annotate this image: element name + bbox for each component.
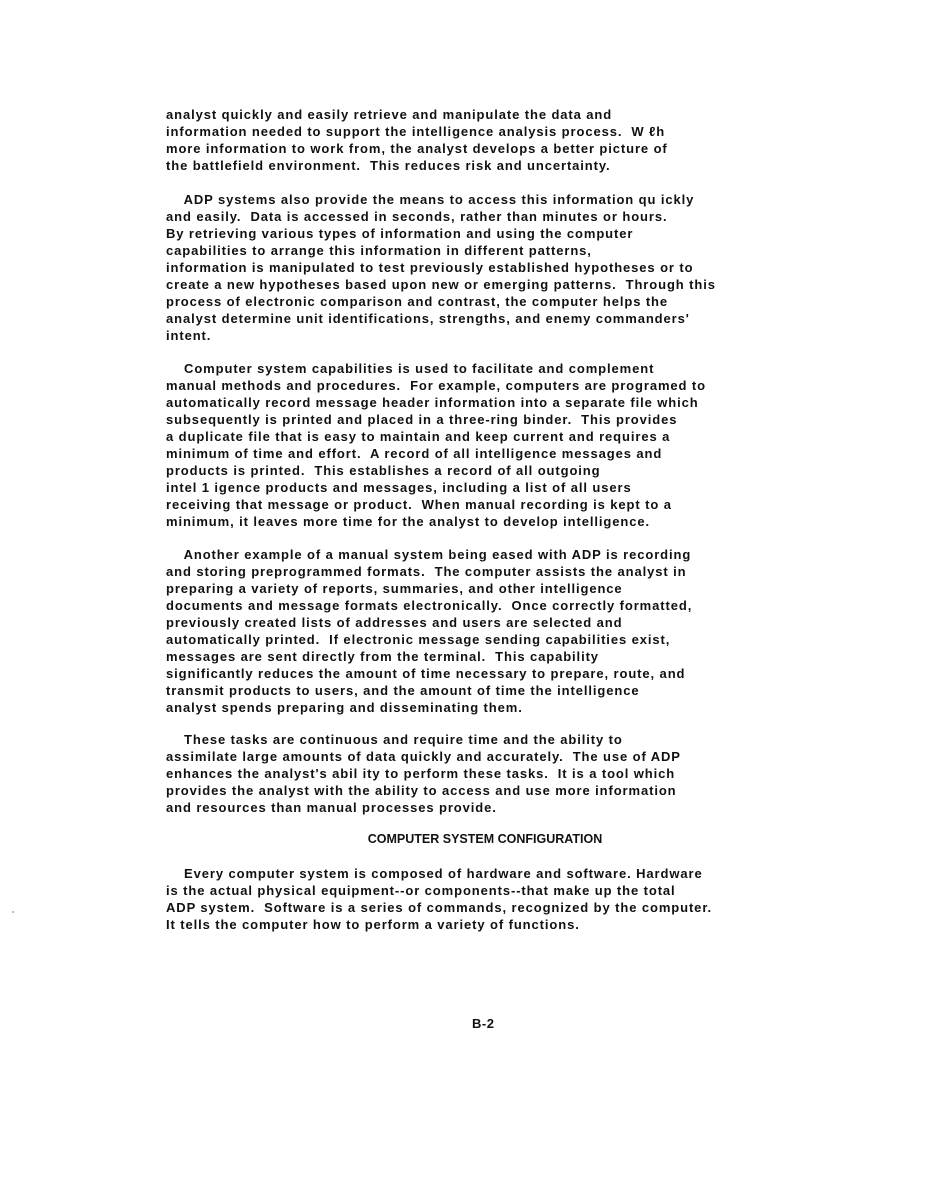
text-line: Another example of a manual system being eased with ADP is recording bbox=[166, 547, 692, 562]
text-line: create a new hypotheses based upon new or emerging patterns. Through this bbox=[166, 277, 716, 292]
text-line: manual methods and procedures. For example, computers are programed to bbox=[166, 378, 706, 393]
text-line: ADP systems also provide the means to access this information qu ickly bbox=[166, 192, 695, 207]
text-line: receiving that message or product. When manual recording is kept to a bbox=[166, 497, 672, 512]
text-line: assimilate large amounts of data quickly and accurately. The use of ADP bbox=[166, 749, 681, 764]
text-line: transmit products to users, and the amount of time the intelligence bbox=[166, 683, 640, 698]
paragraph-6 bbox=[166, 865, 806, 933]
text-line: provides the analyst with the ability to access and use more information bbox=[166, 783, 677, 798]
text-line: automatically printed. If electronic message sending capabilities exist, bbox=[166, 632, 671, 647]
text-line: messages are sent directly from the terminal. This capability bbox=[166, 649, 599, 664]
text-line: intent. bbox=[166, 328, 212, 343]
text-line: Every computer system is composed of hardware and software. Hardware bbox=[166, 866, 703, 881]
text-line: information is manipulated to test previously established hypotheses or to bbox=[166, 260, 694, 275]
text-line: ADP system. Software is a series of commands, recognized by the computer. bbox=[166, 900, 713, 915]
text-line: more information to work from, the analyst develops a better picture of bbox=[166, 141, 668, 156]
text-line: products is printed. This establishes a record of all outgoing bbox=[166, 463, 601, 478]
scan-speck bbox=[12, 911, 14, 913]
text-line: enhances the analyst's abil ity to perform these tasks. It is a tool which bbox=[166, 766, 676, 781]
text-line: By retrieving various types of information and using the computer bbox=[166, 226, 634, 241]
section-heading: COMPUTER SYSTEM CONFIGURATION bbox=[367, 832, 603, 846]
paragraph-5 bbox=[166, 731, 806, 816]
text-line: analyst determine unit identifications, strengths, and enemy commanders' bbox=[166, 311, 690, 326]
text-line: and resources than manual processes provide. bbox=[166, 800, 497, 815]
text-line: process of electronic comparison and contrast, the computer helps the bbox=[166, 294, 669, 309]
text-line: It tells the computer how to perform a variety of functions. bbox=[166, 917, 580, 932]
text-line: intel 1 igence products and messages, including a list of all users bbox=[166, 480, 632, 495]
text-line: and easily. Data is accessed in seconds, rather than minutes or hours. bbox=[166, 209, 668, 224]
text-line: information needed to support the intelligence analysis process. W ℓh bbox=[166, 124, 666, 139]
paragraph-2 bbox=[166, 191, 806, 344]
text-line: analyst spends preparing and disseminating them. bbox=[166, 700, 523, 715]
text-line: automatically record message header information into a separate file which bbox=[166, 395, 699, 410]
text-line: preparing a variety of reports, summaries, and other intelligence bbox=[166, 581, 623, 596]
paragraph-4 bbox=[166, 546, 806, 716]
text-line: These tasks are continuous and require time and the ability to bbox=[166, 732, 623, 747]
paragraph-1 bbox=[166, 106, 806, 174]
text-line: subsequently is printed and placed in a three-ring binder. This provides bbox=[166, 412, 678, 427]
text-line: and storing preprogrammed formats. The computer assists the analyst in bbox=[166, 564, 687, 579]
text-line: a duplicate file that is easy to maintain and keep current and requires a bbox=[166, 429, 671, 444]
text-line: significantly reduces the amount of time necessary to prepare, route, and bbox=[166, 666, 686, 681]
text-line: minimum, it leaves more time for the analyst to develop intelligence. bbox=[166, 514, 650, 529]
page-number: B-2 bbox=[472, 1016, 495, 1031]
text-line: Computer system capabilities is used to facilitate and complement bbox=[166, 361, 655, 376]
text-line: minimum of time and effort. A record of all intelligence messages and bbox=[166, 446, 663, 461]
text-line: capabilities to arrange this information in different patterns, bbox=[166, 243, 592, 258]
text-line: documents and message formats electronically. Once correctly formatted, bbox=[166, 598, 693, 613]
paragraph-3 bbox=[166, 360, 806, 530]
text-line: previously created lists of addresses and users are selected and bbox=[166, 615, 623, 630]
text-line: the battlefield environment. This reduces risk and uncertainty. bbox=[166, 158, 611, 173]
text-line: is the actual physical equipment--or components--that make up the total bbox=[166, 883, 676, 898]
text-line: analyst quickly and easily retrieve and manipulate the data and bbox=[166, 107, 613, 122]
